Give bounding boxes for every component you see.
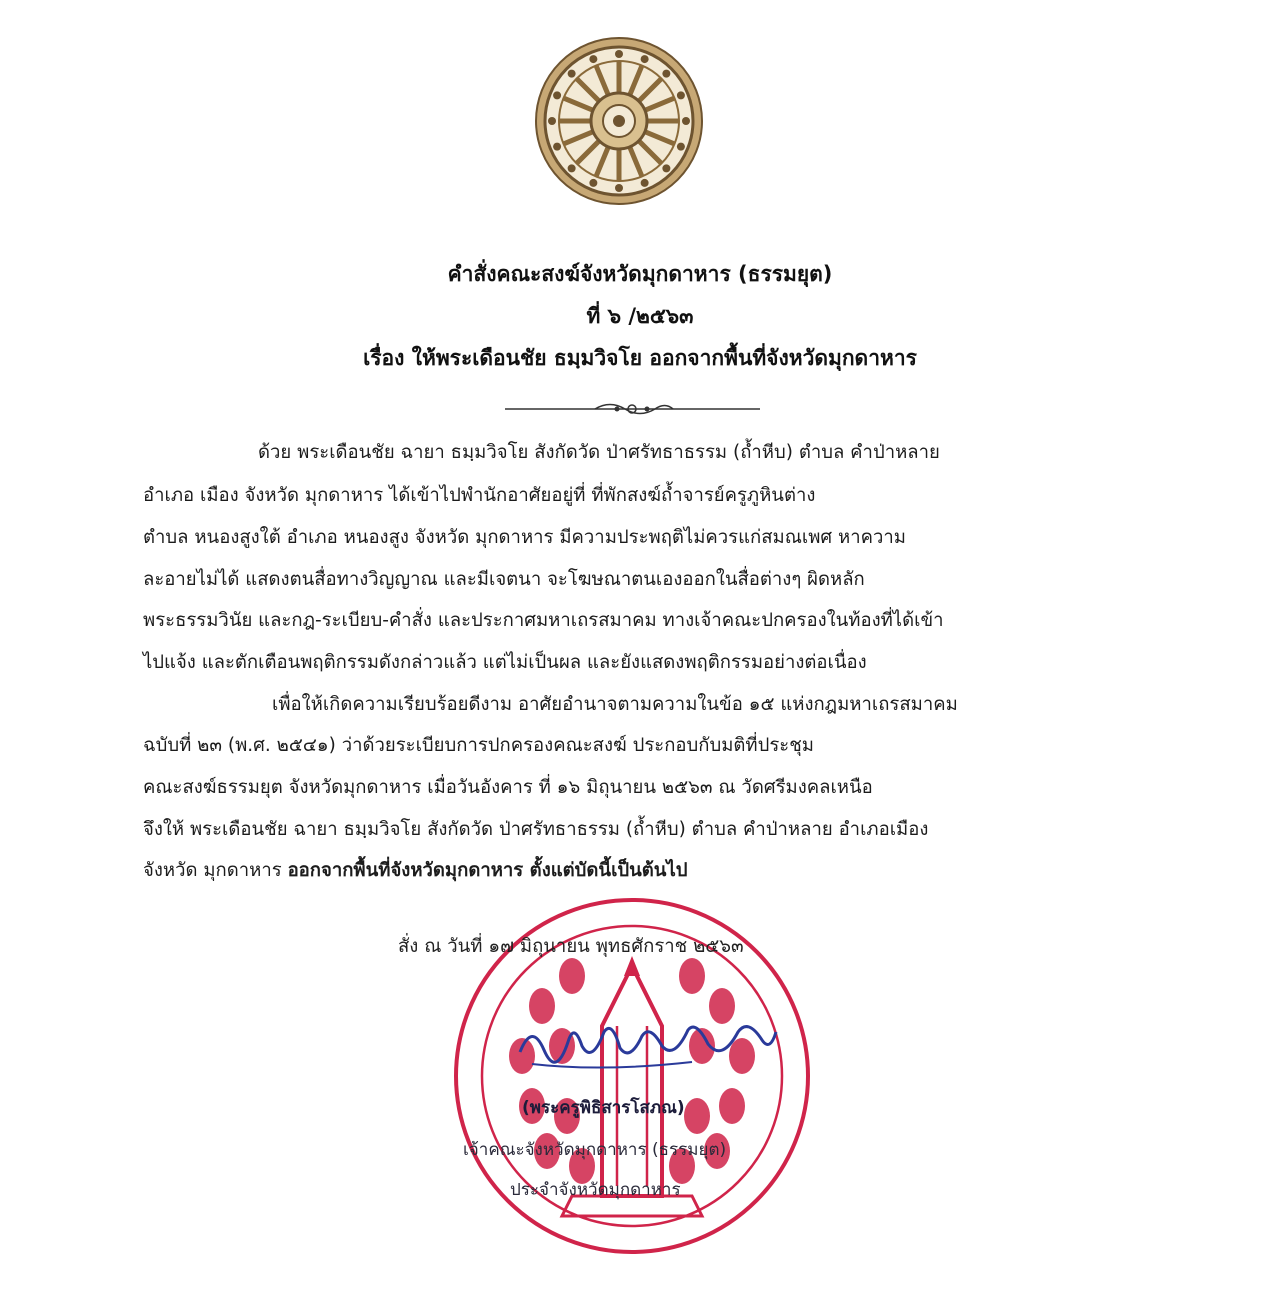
divider-ornament <box>505 398 760 420</box>
handwritten-signature <box>512 1002 782 1082</box>
dharma-wheel-emblem <box>534 36 704 206</box>
wheel-rim-dot <box>568 70 576 78</box>
body-line-11 <box>143 856 688 885</box>
wheel-rim-dot <box>615 50 623 58</box>
wheel-rim-dot <box>589 179 597 187</box>
wheel-rim-dot <box>677 91 685 99</box>
body-line-11-normal: จังหวัด มุกดาหาร <box>143 860 288 881</box>
body-line-4: ละอายไม่ได้ แสดงตนสื่อทางวิญญาณ และมีเจตนา จะโฆษณาตนเองออกในสื่อต่างๆ ผิดหลัก <box>143 569 865 590</box>
wheel-rim-dot <box>568 164 576 172</box>
body-line-10: จึงให้ พระเดือนชัย ฉายา ธมฺมวิจโย สังกัดวัด ป่าศรัทธาธรรม (ถ้ำหีบ) ตำบล คำป่าหลาย อำเภอเมือง <box>143 819 929 840</box>
body-line-11-bold: ออกจากพื้นที่จังหวัดมุกดาหาร ตั้งแต่บัดนี้เป็นต้นไป <box>287 860 688 881</box>
wheel-rim-dot <box>662 70 670 78</box>
order-subject: เรื่อง ให้พระเดือนชัย ธมฺมวิจโย ออกจากพื้นที่จังหวัดมุกดาหาร <box>363 346 917 370</box>
wheel-rim-dot <box>662 164 670 172</box>
wheel-rim-dot <box>615 184 623 192</box>
wheel-rim-dot <box>589 55 597 63</box>
signer-title-2: ประจำจังหวัดมุกดาหาร <box>510 1180 681 1200</box>
body-line-5: พระธรรมวินัย และกฎ-ระเบียบ-คำสั่ง และประกาศมหาเถรสมาคม ทางเจ้าคณะปกครองในท้องที่ได้เข้า <box>143 610 944 631</box>
signer-title: เจ้าคณะจังหวัดมุกดาหาร (ธรรมยุต) <box>463 1140 727 1160</box>
body-line-2: อำเภอ เมือง จังหวัด มุกดาหาร ได้เข้าไปพำนักอาศัยอยู่ที่ ที่พักสงฆ์ถ้ำจารย์ครูภูหินต่าง <box>143 485 816 506</box>
seal-leaf <box>559 958 585 994</box>
wheel-rim-dot <box>641 179 649 187</box>
seal-leaf <box>684 1098 710 1134</box>
body-line-8: ฉบับที่ ๒๓ (พ.ศ. ๒๕๔๑) ว่าด้วยระเบียบการปกครองคณะสงฆ์ ประกอบกับมติที่ประชุม <box>143 735 814 756</box>
body-line-7: เพื่อให้เกิดความเรียบร้อยดีงาม อาศัยอำนาจตามความในข้อ ๑๕ แห่งกฎมหาเถรสมาคม <box>272 694 958 715</box>
wheel-rim-dot <box>677 143 685 151</box>
seal-leaf <box>679 958 705 994</box>
seal-leaf <box>719 1088 745 1124</box>
order-date: สั่ง ณ วันที่ ๑๗ มิถุนายน พุทธศักราช ๒๕๖๓ <box>398 936 744 957</box>
order-title: คำสั่งคณะสงฆ์จังหวัดมุกดาหาร (ธรรมยุต) <box>447 262 833 286</box>
wheel-rim-dot <box>553 91 561 99</box>
wheel-rim-dot <box>553 143 561 151</box>
signer-name: (พระครูพิธิสารโสภณ) <box>522 1098 685 1118</box>
body-line-3: ตำบล หนองสูงใต้ อำเภอ หนองสูง จังหวัด มุกดาหาร มีความประพฤติไม่ควรแก่สมณเพศ หาความ <box>143 527 906 548</box>
wheel-rim-dot <box>641 55 649 63</box>
body-line-1: ด้วย พระเดือนชัย ฉายา ธมฺมวิจโย สังกัดวัด ป่าศรัทธาธรรม (ถ้ำหีบ) ตำบล คำป่าหลาย <box>258 442 940 463</box>
order-number: ที่ ๖ /๒๕๖๓ <box>586 304 694 328</box>
wheel-rim-dot <box>548 117 556 125</box>
body-line-6: ไปแจ้ง และตักเตือนพฤติกรรมดังกล่าวแล้ว แต่ไม่เป็นผล และยังแสดงพฤติกรรมอย่างต่อเนื่อง <box>143 652 867 673</box>
wheel-rim-dot <box>682 117 690 125</box>
body-line-9: คณะสงฆ์ธรรมยุต จังหวัดมุกดาหาร เมื่อวันอังคาร ที่ ๑๖ มิถุนายน ๒๕๖๓ ณ วัดศรีมงคลเหนือ <box>143 777 873 798</box>
